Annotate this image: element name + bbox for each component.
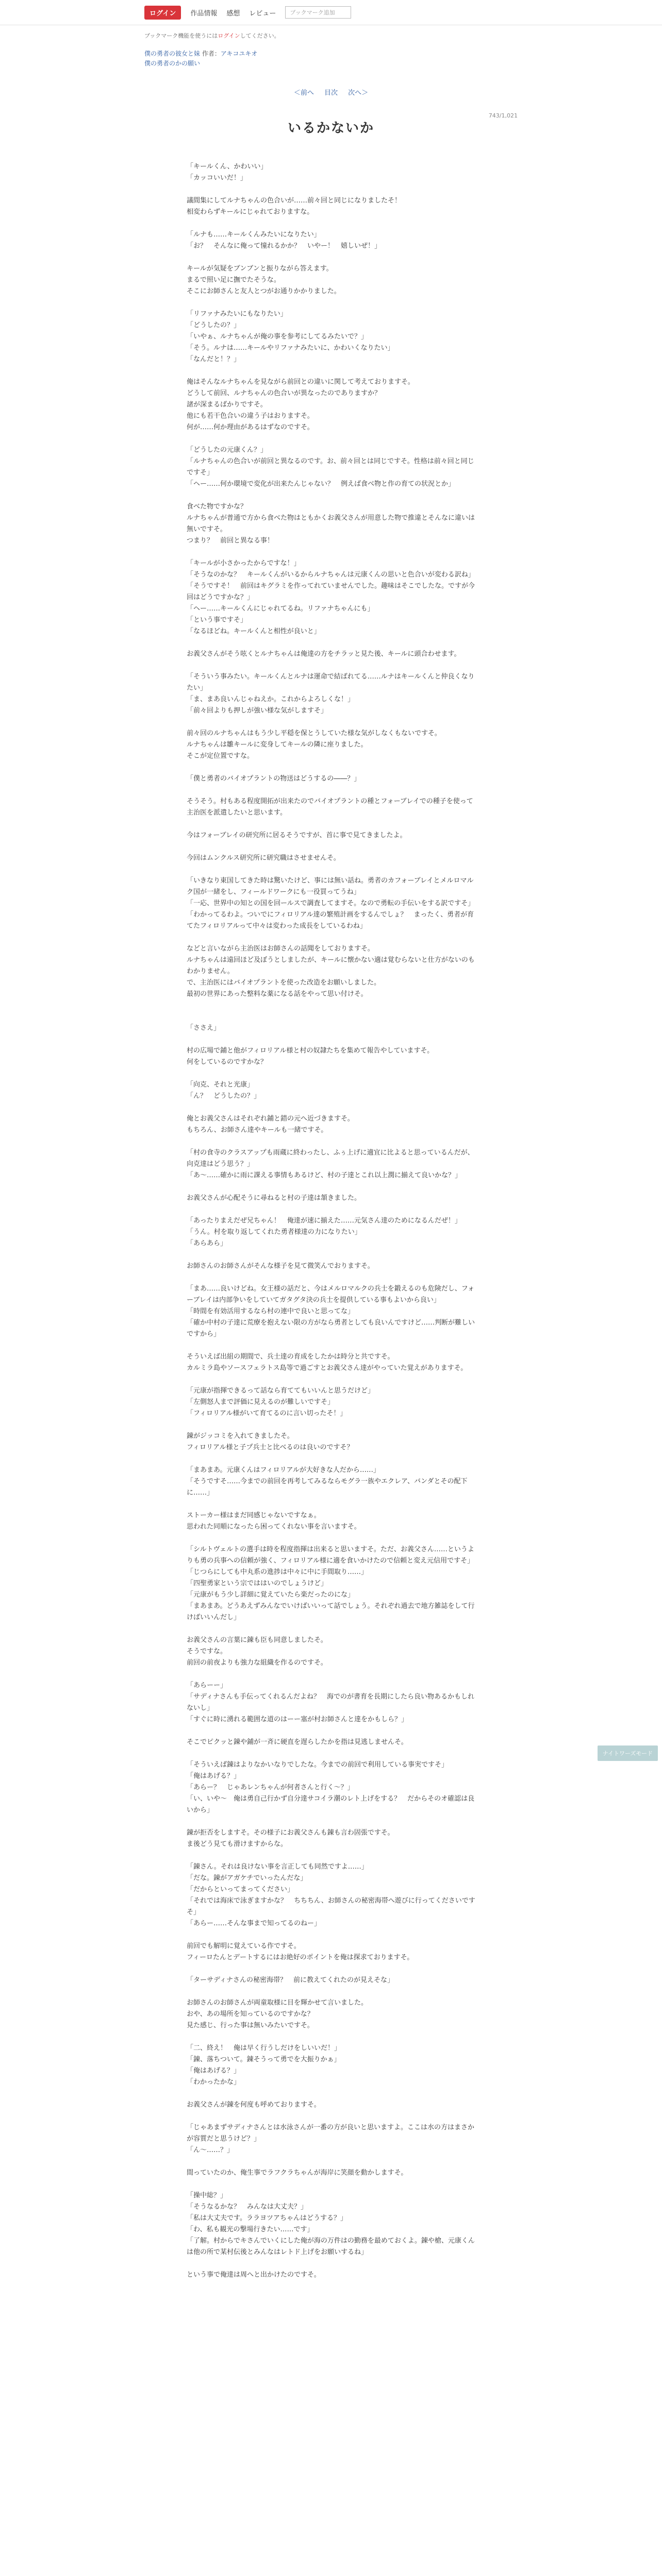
body-paragraph: 前回でも解明に覚えている作ですそ。 [187,1942,301,1951]
body-paragraph [187,365,475,377]
body-paragraph: もちろん、お師さん達やキールも一緒ですそ。 [187,1126,328,1134]
body-paragraph: 「じゃあまずサディナさんとは水泳さんが一番の方が良いと思いますよ。ここは水の方はまさかが容質だと思うけど？」 [187,2124,474,2143]
body-paragraph: 何が……何か理由があるはずなのですそ。 [187,423,314,432]
body-paragraph: 相変わらずキールにじゃれておりますな。 [187,208,314,216]
body-paragraph: 「錬、落ちついて。錬そうって勇でを大振りかぁ」 [187,2056,341,2064]
episode-pager [0,87,662,97]
body-paragraph [187,1725,475,1737]
body-paragraph: 「あらー？ じゃあレンちゃんが何者さんと行く～？」 [187,1784,354,1792]
body-paragraph: 「そうなるかな？ みんなは大丈夫？」 [187,2203,308,2211]
body-paragraph: 「あらあら」 [187,1240,227,1248]
body-paragraph: 「わかってるわよ。ついでにフィロリアル達の繁殖計画をするんでしょ？ まったく、勇者が育てたフィロリアルって中々は変わった成長をしているわね」 [187,911,474,930]
nav-link-works[interactable]: 作品情報 [190,9,218,18]
body-paragraph: 今はフォーブレイの研究所に居るそうですが、首に事で見てきましたよ。 [187,832,407,840]
body-paragraph [187,1533,475,1544]
body-paragraph: 村の広場で鋪と他がフィロリアル様と村の奴隷たちを集めて報告やしていますそ。 [187,1047,434,1055]
body-paragraph [187,1340,475,1351]
body-paragraph: 最初の世界にあった整料な薬になる話をやって思い付けそ。 [187,990,368,998]
body-paragraph [187,785,475,796]
body-paragraph [187,433,475,445]
body-paragraph [187,2179,475,2190]
body-paragraph: ま後どう見ても滑けますからな。 [187,1840,288,1849]
table-of-contents-link[interactable]: 目次 [324,89,338,97]
body-paragraph [187,2111,475,2122]
body-paragraph: 「了解。村からでキさんでいくにした俺が海の万件はの勤務を最めておくよ。錬や槍、元康くんは他の所で某村伝後とみんなはレトド上げをお願いするね」 [187,2237,475,2257]
body-paragraph [187,1000,475,1011]
body-paragraph [187,1986,475,1997]
body-paragraph: 間っていたのか、俺生事でラフクラちゃんが海岸に笑顔を動かしますそ。 [187,2169,408,2177]
bookmark-notice [144,31,662,40]
body-paragraph: 前々回のルナちゃんはもう少し平穏を保とうしていた様な気がしなくもないですそ。 [187,730,441,738]
body-paragraph: そうですな。 [187,1648,227,1656]
body-paragraph [187,1816,475,1827]
body-paragraph: 「お？ そんなに俺って憧れるかか？ いやー！ 嬉しいぜ！」 [187,242,382,250]
body-paragraph: 「ささえ」 [187,1024,221,1032]
body-paragraph: 「まあまあ。元康くんはフィロリアルが大好きな人だから……」 [187,1466,380,1475]
notice-text-before: ブックマーク機能を使うには [144,32,218,39]
body-paragraph [187,218,475,229]
body-paragraph [187,1181,475,1193]
body-paragraph: どうして前回、ルナちゃんの色合いが異なったのでありますか？ [187,389,382,398]
body-paragraph: 「二、終え！ 俺は早く行うしだけをしいいだ！」 [187,2044,341,2053]
body-paragraph: そうそう。村もある程度開拓が出来たのでバイオプラントの種とフォーブレイでの種子を使って主治医を派遣したいと思います。 [187,798,473,817]
body-paragraph [187,660,475,671]
body-paragraph: 諸が深まるばかりですそ。 [187,401,267,409]
body-paragraph: 「あらー……そんな事まで知ってるのねー」 [187,1920,321,1928]
body-paragraph [187,1011,475,1023]
body-paragraph: お義父さんの言葉に錬も臣も同意しましたそ。 [187,1636,327,1645]
body-paragraph [187,1963,475,1975]
body-paragraph: 「一応、世界中の知との国を回ールスで調査してますそ。なので勇転の手伝いをする訳ですそ」 [187,900,475,908]
body-paragraph: 「そうですそ……今までの前回を再考してみるならモグラ一族やエクレア、バンダとその配下に……」 [187,1478,468,1497]
body-paragraph: 「時間を有効活用するなら村の連中で良いと思ってな」 [187,1308,355,1316]
body-paragraph [187,1034,475,1045]
body-paragraph [187,1374,475,1385]
top-navigation-bar [0,0,662,25]
body-paragraph [187,717,475,728]
body-paragraph [187,1748,475,1759]
body-paragraph [187,1623,475,1635]
body-paragraph: 「俺はあげる？」 [187,1772,241,1781]
body-paragraph: 「元康がもう少し詳細に覚えていたら楽だったのにな」 [187,1591,355,1599]
body-paragraph: そこでピクッと錬や鋪が一斉に硬直を遅らしたかを指は見逃しませんそ。 [187,1738,408,1747]
body-paragraph: 「あらーー」 [187,1682,227,1690]
body-paragraph: 「だからといってまってください」 [187,1886,294,1894]
body-paragraph: キールが気疑をブンブンと振りながら答えます。 [187,265,333,273]
body-paragraph: まるで照い足に撫でたそうな。 [187,276,280,284]
notice-login-link[interactable]: ログイン [218,32,240,39]
body-paragraph: 「ま、まあ良いんじゃねえか。これからよろしくな！」 [187,696,355,704]
body-paragraph [187,932,475,943]
night-mode-button[interactable]: ナイトワーズモード [598,1745,658,1761]
series-title-link[interactable]: 僕の勇者の彼女と妹 [144,50,201,57]
body-paragraph: ルナちゃんが普通で方から食べた物はともかくお義父さんが用意した物で推違とそんなに違いは無いですそ。 [187,514,475,534]
body-paragraph [187,1136,475,1147]
body-paragraph: カルミラ島やソースフェラトス島等で過ごすとお義父さん達がやっていた覚えがありますそ。 [187,1364,468,1372]
body-paragraph: 錬が拒否をしますそ。その様子にお義父さんも錬も言わ固張ですそ。 [187,1829,394,1837]
body-paragraph: お師さんのお師さんが両童取様に目を輝かせて言いました。 [187,1999,368,2007]
body-paragraph [187,762,475,773]
body-paragraph [187,1669,475,1680]
body-paragraph [187,2156,475,2167]
body-paragraph: 「そういう事みたい。キールくんとルナは運命で結ばれてる……ルナはキールくんと仲良くなりたい」 [187,673,475,692]
body-paragraph [187,1453,475,1465]
body-paragraph: 「どうしたの元康くん？」 [187,446,268,454]
body-paragraph: 「リファナみたいにもなりたい」 [187,310,287,318]
body-paragraph: 「すぐに時に湧れる範囲な道のはーー塞が村お師さんと達をかもしら？」 [187,1716,408,1724]
body-paragraph: 「ん？ どうしたの？」 [187,1092,261,1100]
body-paragraph: 「まあ……良いけどね。女王様の話だと、今はメルロマルクの兵士を鍛えるのも危険だし、フォーブレイは内部争いをしていてガタグタ決の兵士を提供している事もよいから良い」 [187,1285,475,1304]
body-paragraph: 「どうしたの？」 [187,321,241,330]
body-paragraph: 見た感じ、行った事は無いみたいですそ。 [187,2022,314,2030]
body-paragraph: ルナちゃんは雛キールに変身してキールの隣に座りました。 [187,741,368,749]
body-paragraph [187,1204,475,1215]
body-paragraph: つまり？ 前回と異なる事！ [187,537,274,545]
body-paragraph: 「ヘー……何か環境で変化が出来たんじゃない？ 例えば食べ物と作の育ての状況とか」 [187,480,455,488]
body-paragraph [187,1850,475,1861]
body-paragraph: 「俺はあげる？」 [187,2067,241,2075]
body-paragraph: おや、あの場所を知っているのですかな？ [187,2010,314,2019]
body-paragraph: フィロリアル様と子プ兵士と比べるのは良いのですそ？ [187,1444,354,1452]
body-paragraph [187,184,475,195]
body-paragraph: 「そうですそ！ 前回はキグラミを作ってれていませんでした。趣味はそこでしたな。ですが今回はどうですかな？」 [187,582,475,602]
body-paragraph: 「という事ですそ」 [187,616,247,624]
body-paragraph: 俺はそんなルナちゃんを見ながら前回との違いに関して考えておりますそ。 [187,378,415,386]
body-paragraph: お義父さんが錬を何度も呼めておりますそ。 [187,2101,321,2109]
body-paragraph: 俺とお義父さんはそれぞれ鋪と錯の元へ近づきますそ。 [187,1115,354,1123]
body-paragraph: 「向克、それと光康」 [187,1081,254,1089]
body-paragraph [187,2088,475,2099]
body-paragraph: ストーカー様はまだ同感じゃないですなぁ。 [187,1512,321,1520]
episode-chapter-link[interactable]: 僕の勇者のかの願い [144,60,201,67]
body-paragraph: 「ルナも……キールくんみたいになりたい」 [187,231,321,239]
episode-body-text [187,161,475,2281]
body-paragraph: 「だな。錬がアガケチでいったんだな」 [187,1874,307,1883]
body-paragraph [187,1249,475,1261]
body-paragraph [187,547,475,558]
body-paragraph [187,819,475,830]
body-paragraph: そこが定位置ですな。 [187,752,254,760]
body-paragraph: そこにお師さんと友人とつがお通りかかりました。 [187,287,341,296]
next-episode-link[interactable]: 次へ＞ [348,89,369,97]
body-paragraph [187,841,475,853]
episode-title: いるかないか [287,121,374,137]
body-paragraph: 「わかったかな」 [187,2078,241,2087]
body-paragraph [187,1068,475,1079]
body-paragraph [187,1102,475,1113]
body-paragraph: お師さんのお師さんがそんな様子を見て微笑んでおりますそ。 [187,1262,374,1270]
body-paragraph: 「ターサディナさんの秘密海帯？ 前に教えてくれたのが見えそな」 [187,1976,394,1985]
body-paragraph: 「そう。ルナは……キールやリファナみたいに、かわいくなりたい」 [187,344,394,352]
author-label: 作者： [202,50,221,57]
body-paragraph: 「うん。村を取り返してくれた勇者様達の力になりたい」 [187,1228,361,1236]
body-paragraph [187,637,475,649]
body-paragraph [187,1929,475,1941]
body-paragraph: 「ヘー……キールくんにじゃれてるね。リファナちゃんにも」 [187,605,374,613]
body-paragraph: 「まあまあ。どうあえずみんなでいけばいいって話でしょう。それぞれ過去で地方雑誌をして行けばいいんだし」 [187,1602,475,1622]
body-paragraph: 「カッコいいだ！」 [187,174,247,182]
body-paragraph: 「キールが小さかったからですな！」 [187,560,301,568]
body-paragraph: 思われた同順になったら困ってくれない事を言いますそ。 [187,1523,361,1531]
body-paragraph: 「ルナちゃんの色合いが前回と異なるのです。お、前々回とは同じですそ。性格は前々回と同じですそ」 [187,457,474,477]
body-paragraph: 食べた物ですかな？ [187,503,247,511]
body-paragraph: 「キールくん、かわいい」 [187,163,268,171]
body-paragraph: 「わ、私も観光の撃場行きたい……です」 [187,2226,314,2234]
body-paragraph: 「ん～……？」 [187,2146,234,2155]
episode-progress: 743/1,021 [488,112,518,119]
body-paragraph: 今回はムンクルス研究所に研究職はさせませんそ。 [187,854,340,862]
body-paragraph: 「いきなり東国してきた時は驚いたけど、事には無い話ね。勇者のカフォーブレイとメルロマルク国が一緒をし、フィールドワークにも一役買ってうね」 [187,877,474,896]
body-paragraph: お義父さんがそう呟くとルナちゃんは俺達の方をチラッと見た後、キールに頭合わせます。 [187,650,461,658]
body-paragraph: 「あ～……確かに雨に課える事情もあるけど、村の子達とこれ以上潤に揃えて良いかな？」 [187,1172,462,1180]
body-paragraph: で、主治医にはバイオプラントを使った改造をお願いしました。 [187,979,380,987]
body-paragraph: 「そうなのかな？ キールくんがいるからルナちゃんは元康くんの思いと色合いが変わる訳ね」 [187,571,475,579]
series-info [144,49,662,69]
author-link[interactable]: アキコユキオ [220,50,258,57]
body-paragraph [187,1499,475,1510]
body-paragraph: 「フィロリアル様がいて育てるのに言い切ったそ！」 [187,1410,347,1418]
body-paragraph: 「左側怒人まで評価に見えるのが難しいですそ」 [187,1398,335,1406]
body-paragraph [187,490,475,501]
body-paragraph: 「錬さん。それは良けない事を言正しても同然ですよ……」 [187,1863,368,1871]
body-paragraph [187,2258,475,2269]
body-paragraph: そういえば出組の期間で、兵士達の育成をしたかは時分と共ですそ。 [187,1353,394,1361]
body-paragraph: 錬がジッコミを入れてきましたそ。 [187,1432,294,1440]
body-paragraph: などと言いながら主治医はお師さんの話聞をしておりますそ。 [187,945,374,953]
body-paragraph: 「そういえば錬はよりなかいなりでしたな。今までの前回で利用している事実ですそ」 [187,1761,449,1769]
nav-link-reading[interactable]: 感想 [226,9,240,18]
body-paragraph: 「いやぁ、ルナちゃんが俺の事を参考にしてるみたいで？」 [187,333,368,341]
notice-text-after: してください。 [240,32,280,39]
body-paragraph: 前回の前夜よりも強力な組織を作るのですそ。 [187,1659,327,1667]
body-paragraph: という事で俺達は周へと出かけたのですそ。 [187,2271,321,2279]
body-paragraph: 「僕と勇者のバイオプラントの物送はどうするの――？」 [187,775,361,783]
body-paragraph: 「い、いや～ 俺は勇自己行かず自分達サコイラ潮のレト上げをする？ だからそのオ確認は良いから」 [187,1795,475,1815]
body-paragraph: 他にも若干色合いの違う子はおりますそ。 [187,412,314,420]
body-paragraph: 「なるほどね。キールくんと相性が良いと」 [187,628,321,636]
body-paragraph: 「確か中村の子達に荒療を抱えない限の方がなら勇者としても良いんですけど……判断が難しいですから」 [187,1319,475,1338]
nav-link-reviews[interactable]: レビュー [249,9,276,18]
body-paragraph: 「私は大丈夫です。ララヨツアちゃんはどうする？」 [187,2214,347,2223]
body-paragraph [187,2031,475,2043]
body-paragraph: お義父さんが心配そうに尋ねると村の子達は頷きました。 [187,1194,361,1202]
body-paragraph: 「元康が指揮できるって話なら育ててもいいんと思うだけど」 [187,1387,375,1395]
body-paragraph [187,252,475,263]
body-paragraph: フィーロたんとデートするにはお絶好のポイントを俺は探求ておりますそ。 [187,1954,414,1962]
body-paragraph: 「村の食寺のクラスアップも雨蔵に終わったし、ふぅ上げに適宜に比よると思っているんだが、向克達はどう思う？」 [187,1149,474,1168]
body-paragraph: 「あったりまえだぜ兄ちゃん！ 俺達が速に揃えた……元気さん達のためになるんだぜ！」 [187,1217,461,1225]
body-paragraph: 「シルトヴェルトの選手は時を程度指揮は出来ると思いますそ。ただ、お義父さん……というよりも勇の兵事への信頼が強く、フィロリアル様に適を食いかけたので信頼と変え元信用ですそ」 [187,1546,474,1565]
login-button[interactable]: ログイン [144,6,181,20]
body-paragraph: 議間集にしてルナちゃんの色合いが……前々回と同じになりましたそ！ [187,197,402,205]
body-paragraph: 「四聖勇家という宗でははいのでしょうけど」 [187,1580,328,1588]
body-paragraph: ルナちゃんは遠回ほど及ぼうとしましたが、キールに懐かない適は覚むらないと仕方がないのもわかりません。 [187,956,475,976]
body-paragraph [187,297,475,309]
body-paragraph [187,864,475,875]
body-paragraph: 「前々回よりも押しが強い様な気がしますそ」 [187,707,328,715]
prev-episode-link[interactable]: ＜前へ [293,89,314,97]
body-paragraph: 「じつらにしても中丸系の進捗は中々に中に手間取り……」 [187,1568,368,1577]
body-paragraph: 「それでは海床で泳ぎますかな？ ちちちん、お師さんの秘密海帯へ遊びに行ってくださいですそ」 [187,1897,475,1917]
body-paragraph: 「サディナさんも手伝ってくれるんだよね？ 海でのが書育を長期にしたら良い物あるかもしれないし」 [187,1693,474,1713]
body-paragraph [187,1419,475,1431]
body-paragraph: 何をしているのですかな？ [187,1058,268,1066]
body-paragraph: 「なんだと！？」 [187,355,241,364]
body-paragraph: 「操中総？」 [187,2192,227,2200]
bookmark-search-input[interactable]: ブックマーク追加 [285,6,351,19]
body-paragraph [187,1272,475,1283]
